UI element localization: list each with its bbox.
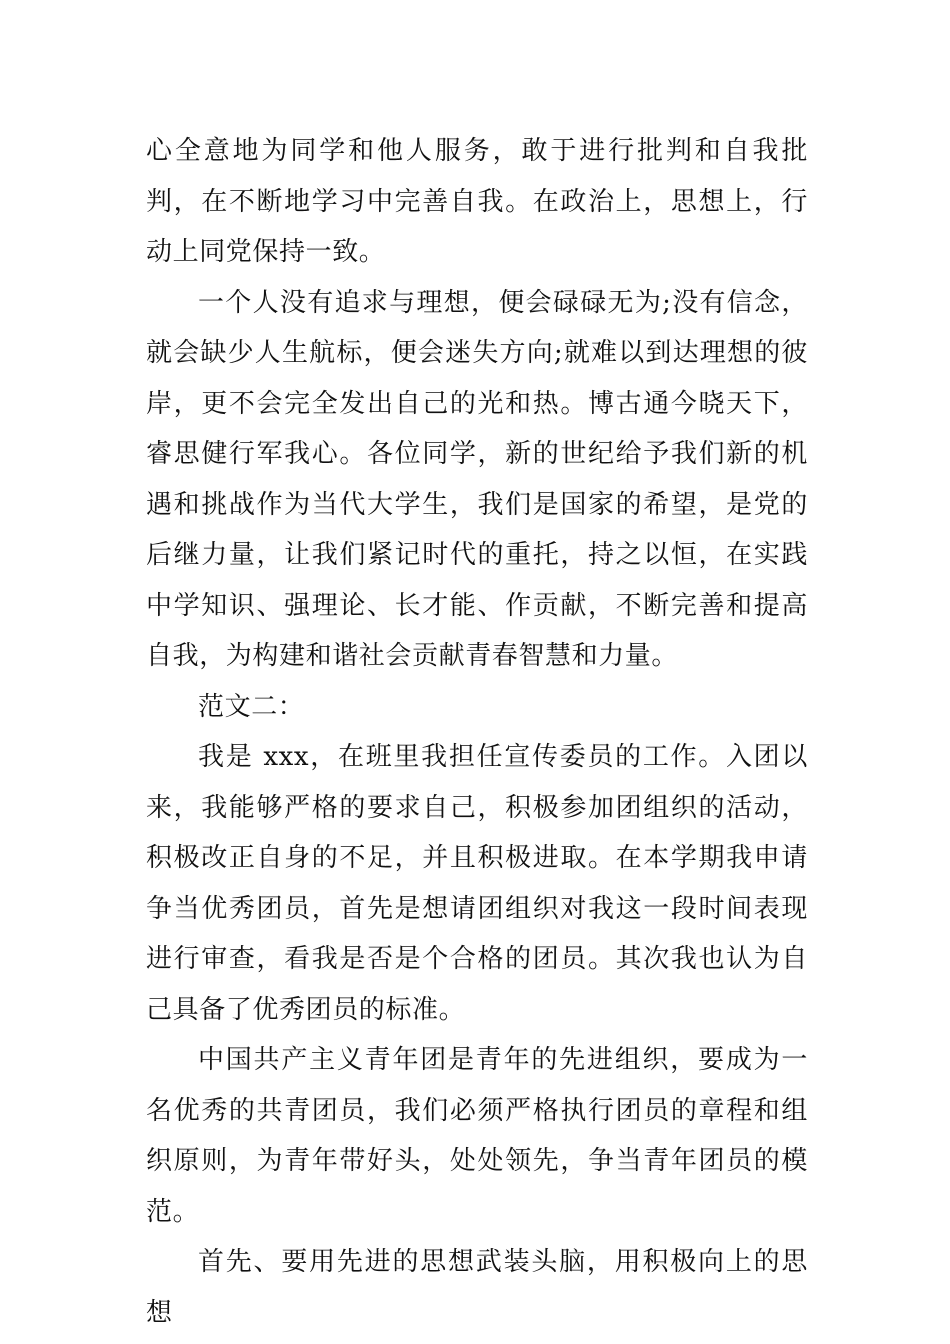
section-heading-sample-two: 范文二： — [198, 691, 305, 722]
paragraph-continuation: 心全意地为同学和他人服务，敢于进行批判和自我批判，在不断地学习中完善自我。在政治上，思想上，行动上同党保持一致。 — [146, 136, 808, 267]
paragraph-first-point: 首先、要用先进的思想武装头脑，用积极向上的思想 — [146, 1247, 808, 1328]
paragraph-ideals: 一个人没有追求与理想，便会碌碌无为;没有信念，就会缺少人生航标，便会迷失方向;就难以到达理想的彼岸，更不会完全发出自己的光和热。博古通今晓天下，睿思健行军我心。各位同学，新的世纪给予我们新的机遇和挑战作为当代大学生，我们是国家的希望，是党的后继力量，让我们紧记时代的重托，持之以恒，在实践中学知识、强理论、长才能、作贡献，不断完善和提高自我，为构建和谐社会贡献青春智慧和力量。 — [146, 287, 808, 671]
document-page — [146, 126, 808, 1338]
paragraph-youth-league: 中国共产主义青年团是青年的先进组织，要成为一名优秀的共青团员，我们必须严格执行团员的章程和组织原则，为青年带好头，处处领先，争当青年团员的模范。 — [146, 1045, 808, 1227]
paragraph-self-introduction: 我是 xxx，在班里我担任宣传委员的工作。入团以来，我能够严格的要求自己，积极参加团组织的活动，积极改正自身的不足，并且积极进取。在本学期我申请争当优秀团员，首先是想请团组织对我这一段时间表现进行审查，看我是否是个合格的团员。其次我也认为自己具备了优秀团员的标准。 — [146, 742, 808, 1025]
